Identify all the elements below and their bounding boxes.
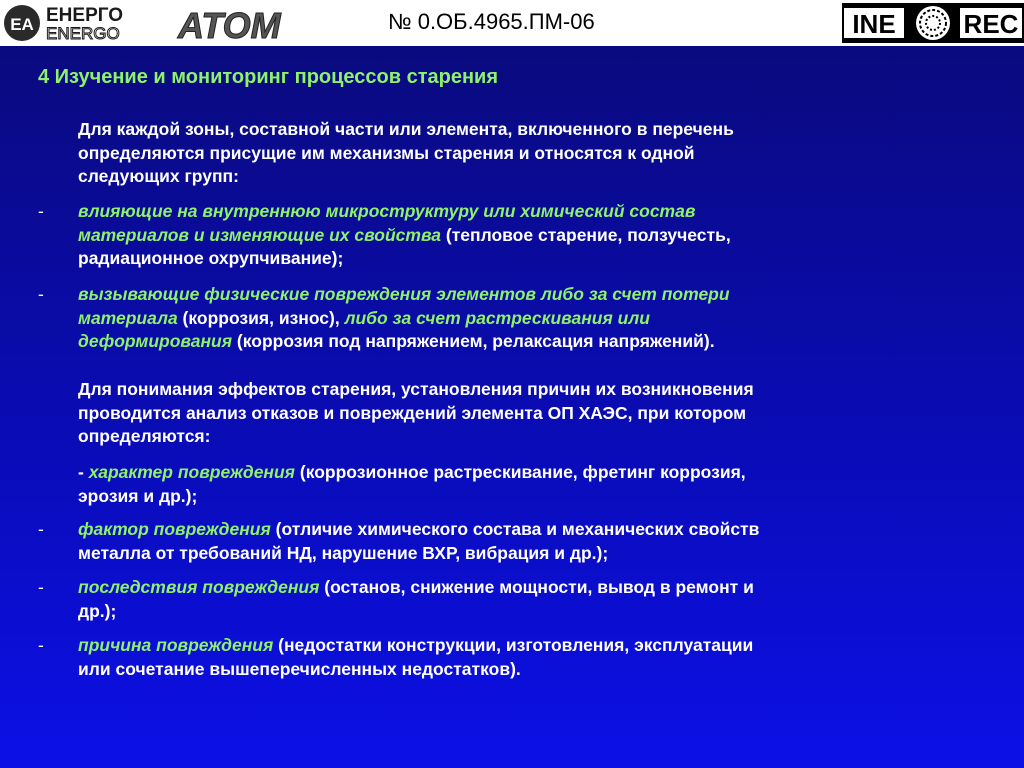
document-number: № 0.ОБ.4965.ПМ-06 <box>388 9 595 34</box>
group1-text: (тепловое старение, ползучесть, <box>441 224 731 245</box>
damage-item-2 <box>78 518 978 565</box>
bullet-dash: - <box>38 577 44 597</box>
logo-rec: REC <box>963 9 1019 39</box>
item3-highlight: последствия повреждения <box>78 577 320 597</box>
group-item-1 <box>78 200 978 271</box>
item1-text: эрозия и др.); <box>78 485 198 506</box>
group2-highlight: материала <box>78 307 178 328</box>
intro-paragraph <box>78 118 978 189</box>
item1-text: (коррозионное растрескивание, фретинг коррозия, <box>295 462 746 482</box>
bullet-dash: - <box>38 284 44 304</box>
header-bar <box>0 0 1024 46</box>
group2-highlight: вызывающие физические повреждения элементов либо за счет потери <box>78 284 730 304</box>
item4-text: или сочетание вышеперечисленных недостатков). <box>78 658 521 679</box>
logo-emblem-text: EA <box>10 15 34 34</box>
inerec-logo <box>842 3 1024 43</box>
item2-text: (отличие химического состава и механических свойств <box>270 519 760 539</box>
damage-item-1 <box>78 461 978 508</box>
item3-text: др.); <box>78 600 117 621</box>
group2-text: (коррозия, износ), <box>177 307 340 328</box>
logo-ine: INE <box>852 9 896 39</box>
analysis-line: определяются: <box>78 426 211 446</box>
logo-energo-top: ЕНЕРГО <box>46 5 124 26</box>
group2-text: (коррозия под напряжением, релаксация напряжений). <box>232 331 715 351</box>
intro-line: следующих групп: <box>78 166 239 186</box>
item4-text: (недостатки конструкции, изготовления, эксплуатации <box>273 635 754 655</box>
analysis-paragraph <box>78 378 978 449</box>
group1-highlight: материалов и изменяющие их свойства <box>78 224 442 245</box>
bullet-dash: - <box>38 519 44 539</box>
bullet-dash: - <box>38 201 44 221</box>
bullet-dash: - <box>38 635 44 655</box>
analysis-line: Для понимания эффектов старения, установления причин их возникновения <box>78 379 754 399</box>
group1-text: радиационное охрупчивание); <box>78 248 344 268</box>
group1-highlight: влияющие на внутреннюю микроструктуру или химический состав <box>78 201 696 221</box>
item4-highlight: причина повреждения <box>78 635 274 655</box>
intro-line: определяются присущие им механизмы старения и относятся к одной <box>78 142 695 163</box>
group-item-2 <box>78 283 978 354</box>
logo-energo-bottom: ENERGO <box>46 24 120 43</box>
analysis-line: проводится анализ отказов и повреждений элемента ОП ХАЭС, при котором <box>78 402 747 423</box>
damage-item-3 <box>78 576 978 623</box>
group2-highlight: деформирования <box>78 331 233 351</box>
item2-text: металла от требований НД, нарушение ВХР, вибрация и др.); <box>78 542 609 563</box>
intro-line: Для каждой зоны, составной части или элемента, включенного в перечень <box>78 119 734 139</box>
item2-highlight: фактор повреждения <box>78 519 271 539</box>
slide-title: 4 Изучение и мониторинг процессов старения <box>38 66 499 88</box>
item1-prefix: - <box>78 462 89 482</box>
group2-highlight: либо за счет растрескивания или <box>339 307 650 328</box>
item1-highlight: характер повреждения <box>88 462 295 482</box>
item3-text: (останов, снижение мощности, вывод в ремонт и <box>319 577 754 597</box>
logo-atom: ATOM <box>178 5 281 43</box>
damage-item-4 <box>78 634 978 681</box>
energoatom-logo <box>2 3 302 43</box>
